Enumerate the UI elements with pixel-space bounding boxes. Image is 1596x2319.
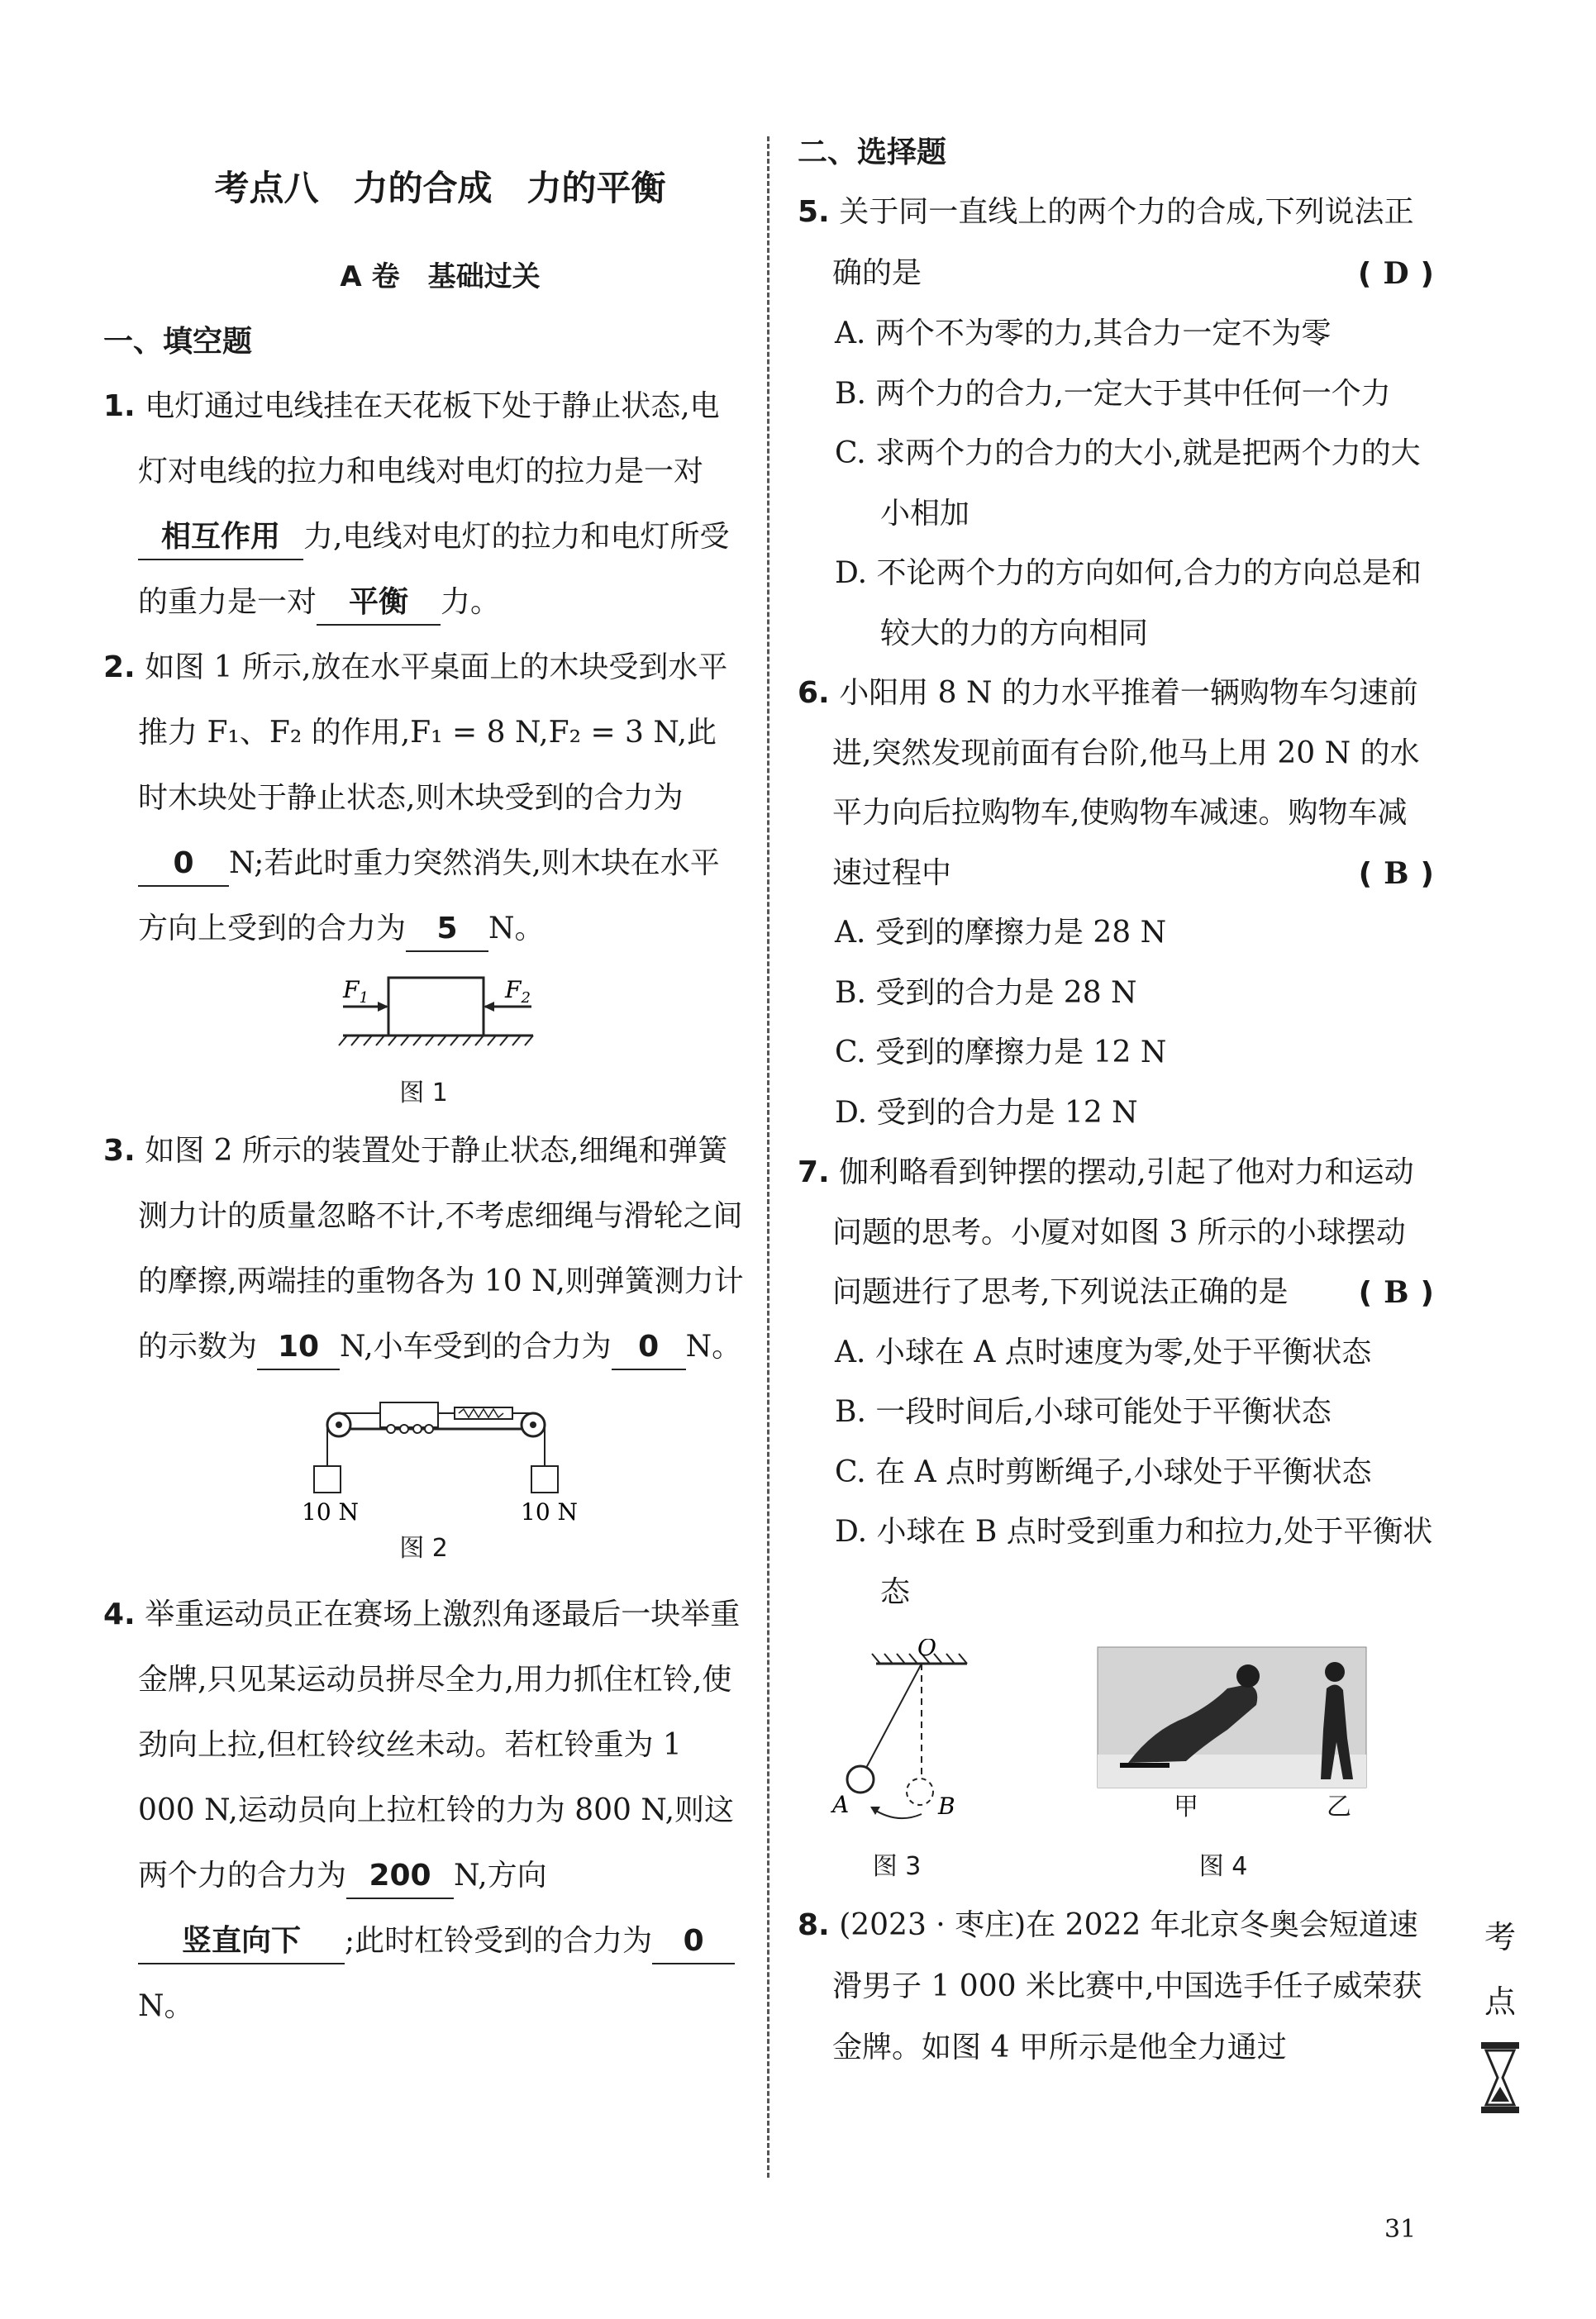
answer-blank: 竖直向下 [138, 1920, 345, 1964]
answer-blank: 0 [138, 842, 229, 887]
option-b: B. 一段时间后,小球可能处于平衡状态 [835, 1395, 1332, 1429]
column-divider [767, 136, 769, 2178]
question-4: 4. 举重运动员正在赛场上激烈角逐最后一块举重金牌,只见某运动员拼尽全力,用力抓住杠铃,使劲向上拉,但杠铃纹丝未动。若杠铃重为 1 000 N,运动员向上拉杠铃的力为 800 N,则这两个力的合力为 200 N,方向竖直向下 ;此时杠铃受到的合力为 0N。 [103, 1598, 741, 2023]
option-d: D. 小球在 B 点时受到重力和拉力,处于平衡状态 [835, 1515, 1433, 1609]
answer-blank: 0 [652, 1920, 735, 1964]
answer-blank: 10 [257, 1326, 340, 1370]
figures-3-4 [798, 1639, 1434, 1887]
choice-heading: 二、选择题 [798, 136, 947, 169]
option-a: A. 小球在 A 点时速度为零,处于平衡状态 [835, 1335, 1372, 1369]
fill-blank-heading: 一、填空题 [103, 325, 253, 359]
f1-subscript: 1 [359, 989, 369, 1007]
left-column [103, 124, 744, 2039]
photo-label-jia: 甲 [1174, 1793, 1198, 1821]
section-subtitle: A 卷 基础过关 [340, 260, 541, 293]
option-b: B. 两个力的合力,一定大于其中任何一个力 [835, 376, 1391, 411]
question-number: 1. [103, 389, 136, 423]
answer-letter: D [1383, 256, 1409, 291]
answer-blank: 5 [406, 907, 488, 952]
side-tab-char: 点 [1484, 1983, 1516, 2020]
question-number: 8. [798, 1908, 830, 1942]
option-a: A. 两个不为零的力,其合力一定不为零 [835, 317, 1332, 350]
option-c: C. 求两个力的合力的大小,就是把两个力的大小相加 [835, 436, 1421, 531]
option-d: D. 受到的合力是 12 N [835, 1095, 1138, 1130]
f2-subscript: 2 [521, 989, 531, 1007]
question-number: 2. [103, 650, 136, 684]
point-b-label: B [938, 1793, 955, 1820]
figure-3-caption: 图 3 [872, 1852, 922, 1881]
question-number: 3. [103, 1134, 136, 1168]
figure-caption: 图 1 [399, 1079, 448, 1107]
page-title: 考点八 力的合成 力的平衡 [214, 168, 666, 208]
question-number: 4. [103, 1598, 136, 1631]
question-number: 5. [798, 195, 830, 229]
page-number: 31 [1384, 2215, 1417, 2244]
option-a: A. 受到的摩擦力是 28 N [835, 916, 1167, 950]
right-column [798, 124, 1434, 2079]
left-weight-label: 10 N [302, 1498, 360, 1524]
answer-letter: B [1384, 855, 1409, 891]
option-d: D. 不论两个力的方向如何,合力的方向总是和较大的力的方向相同 [835, 556, 1422, 650]
answer-letter: B [1384, 1275, 1409, 1310]
point-a-label: A [832, 1791, 850, 1818]
question-number: 7. [798, 1155, 830, 1189]
side-tab [1471, 1905, 1529, 2136]
answer-blank: 0 [612, 1326, 686, 1370]
question-5: 5. 关于同一直线上的两个力的合成,下列说法正确的是 ( D ) [798, 182, 1434, 304]
option-c: C. 受到的摩擦力是 12 N [835, 1036, 1167, 1069]
figure-2 [103, 1388, 744, 1574]
question-2: 2. 如图 1 所示,放在水平桌面上的木块受到水平推力 F₁、F₂ 的作用,F₁ = 8 N,F₂ = 3 N,此时木块处于静止状态,则木块受到的合力为0 N;若此时重力突然消失,则木块在水平方向上受到的合力为 5 N。 [103, 635, 744, 961]
right-weight-label: 10 N [521, 1498, 579, 1524]
f2-label: F [505, 976, 522, 1003]
answer-blank: 200 [346, 1855, 454, 1899]
figure-caption: 图 2 [399, 1534, 448, 1563]
question-8: 8. (2023 · 枣庄)在 2022 年北京冬奥会短道速滑男子 1 000 米比赛中,中国选手任子威荣获金牌。如图 4 甲所示是他全力通过 [798, 1908, 1422, 2064]
question-3: 3. 如图 2 所示的装置处于静止状态,细绳和弹簧测力计的质量忽略不计,不考虑细绳与滑轮之间的摩擦,两端挂的重物各为 10 N,则弹簧测力计的示数为 10 N,小车受到的合力为 0 N。 [103, 1118, 744, 1379]
photo-label-yi: 乙 [1327, 1793, 1351, 1821]
option-c: C. 在 A 点时剪断绳子,小球处于平衡状态 [835, 1455, 1372, 1489]
pulley-diagram [103, 1388, 744, 1524]
question-7: 7. 伽利略看到钟摆的摆动,引起了他对力和运动问题的思考。小厦对如图 3 所示的小球摆动问题进行了思考,下列说法正确的是 ( B ) [798, 1143, 1434, 1323]
question-1: 1. 电灯通过电线挂在天花板下处于静止状态,电灯对电线的拉力和电线对电灯的拉力是一对相互作用 力,电线对电灯的拉力和电灯所受的重力是一对 平衡 力。 [103, 374, 744, 635]
answer-blank: 相互作用 [138, 516, 303, 560]
answer-bracket: ( B ) [1358, 1275, 1434, 1310]
figure-4-caption: 图 4 [1198, 1852, 1248, 1881]
pivot-label: O [917, 1639, 936, 1661]
answer-bracket: ( B ) [1358, 855, 1434, 891]
answer-blank: 平衡 [317, 581, 441, 626]
answer-bracket: ( D ) [1357, 256, 1434, 291]
block-diagram [103, 969, 744, 1069]
question-number: 6. [798, 676, 830, 710]
question-6: 6. 小阳用 8 N 的力水平推着一辆购物车匀速前进,突然发现前面有台阶,他马上用 20 N 的水平力向后拉购物车,使购物车减速。购物车减速过程中 ( B ) [798, 664, 1434, 903]
figure-1 [103, 969, 744, 1110]
hourglass-icon [1479, 2040, 1521, 2115]
side-tab-char: 考 [1484, 1919, 1516, 1955]
svg-text:F1 [342, 976, 369, 1007]
option-b: B. 受到的合力是 28 N [835, 975, 1137, 1010]
svg-text:F2 [504, 976, 531, 1007]
f1-label: F [343, 976, 360, 1003]
